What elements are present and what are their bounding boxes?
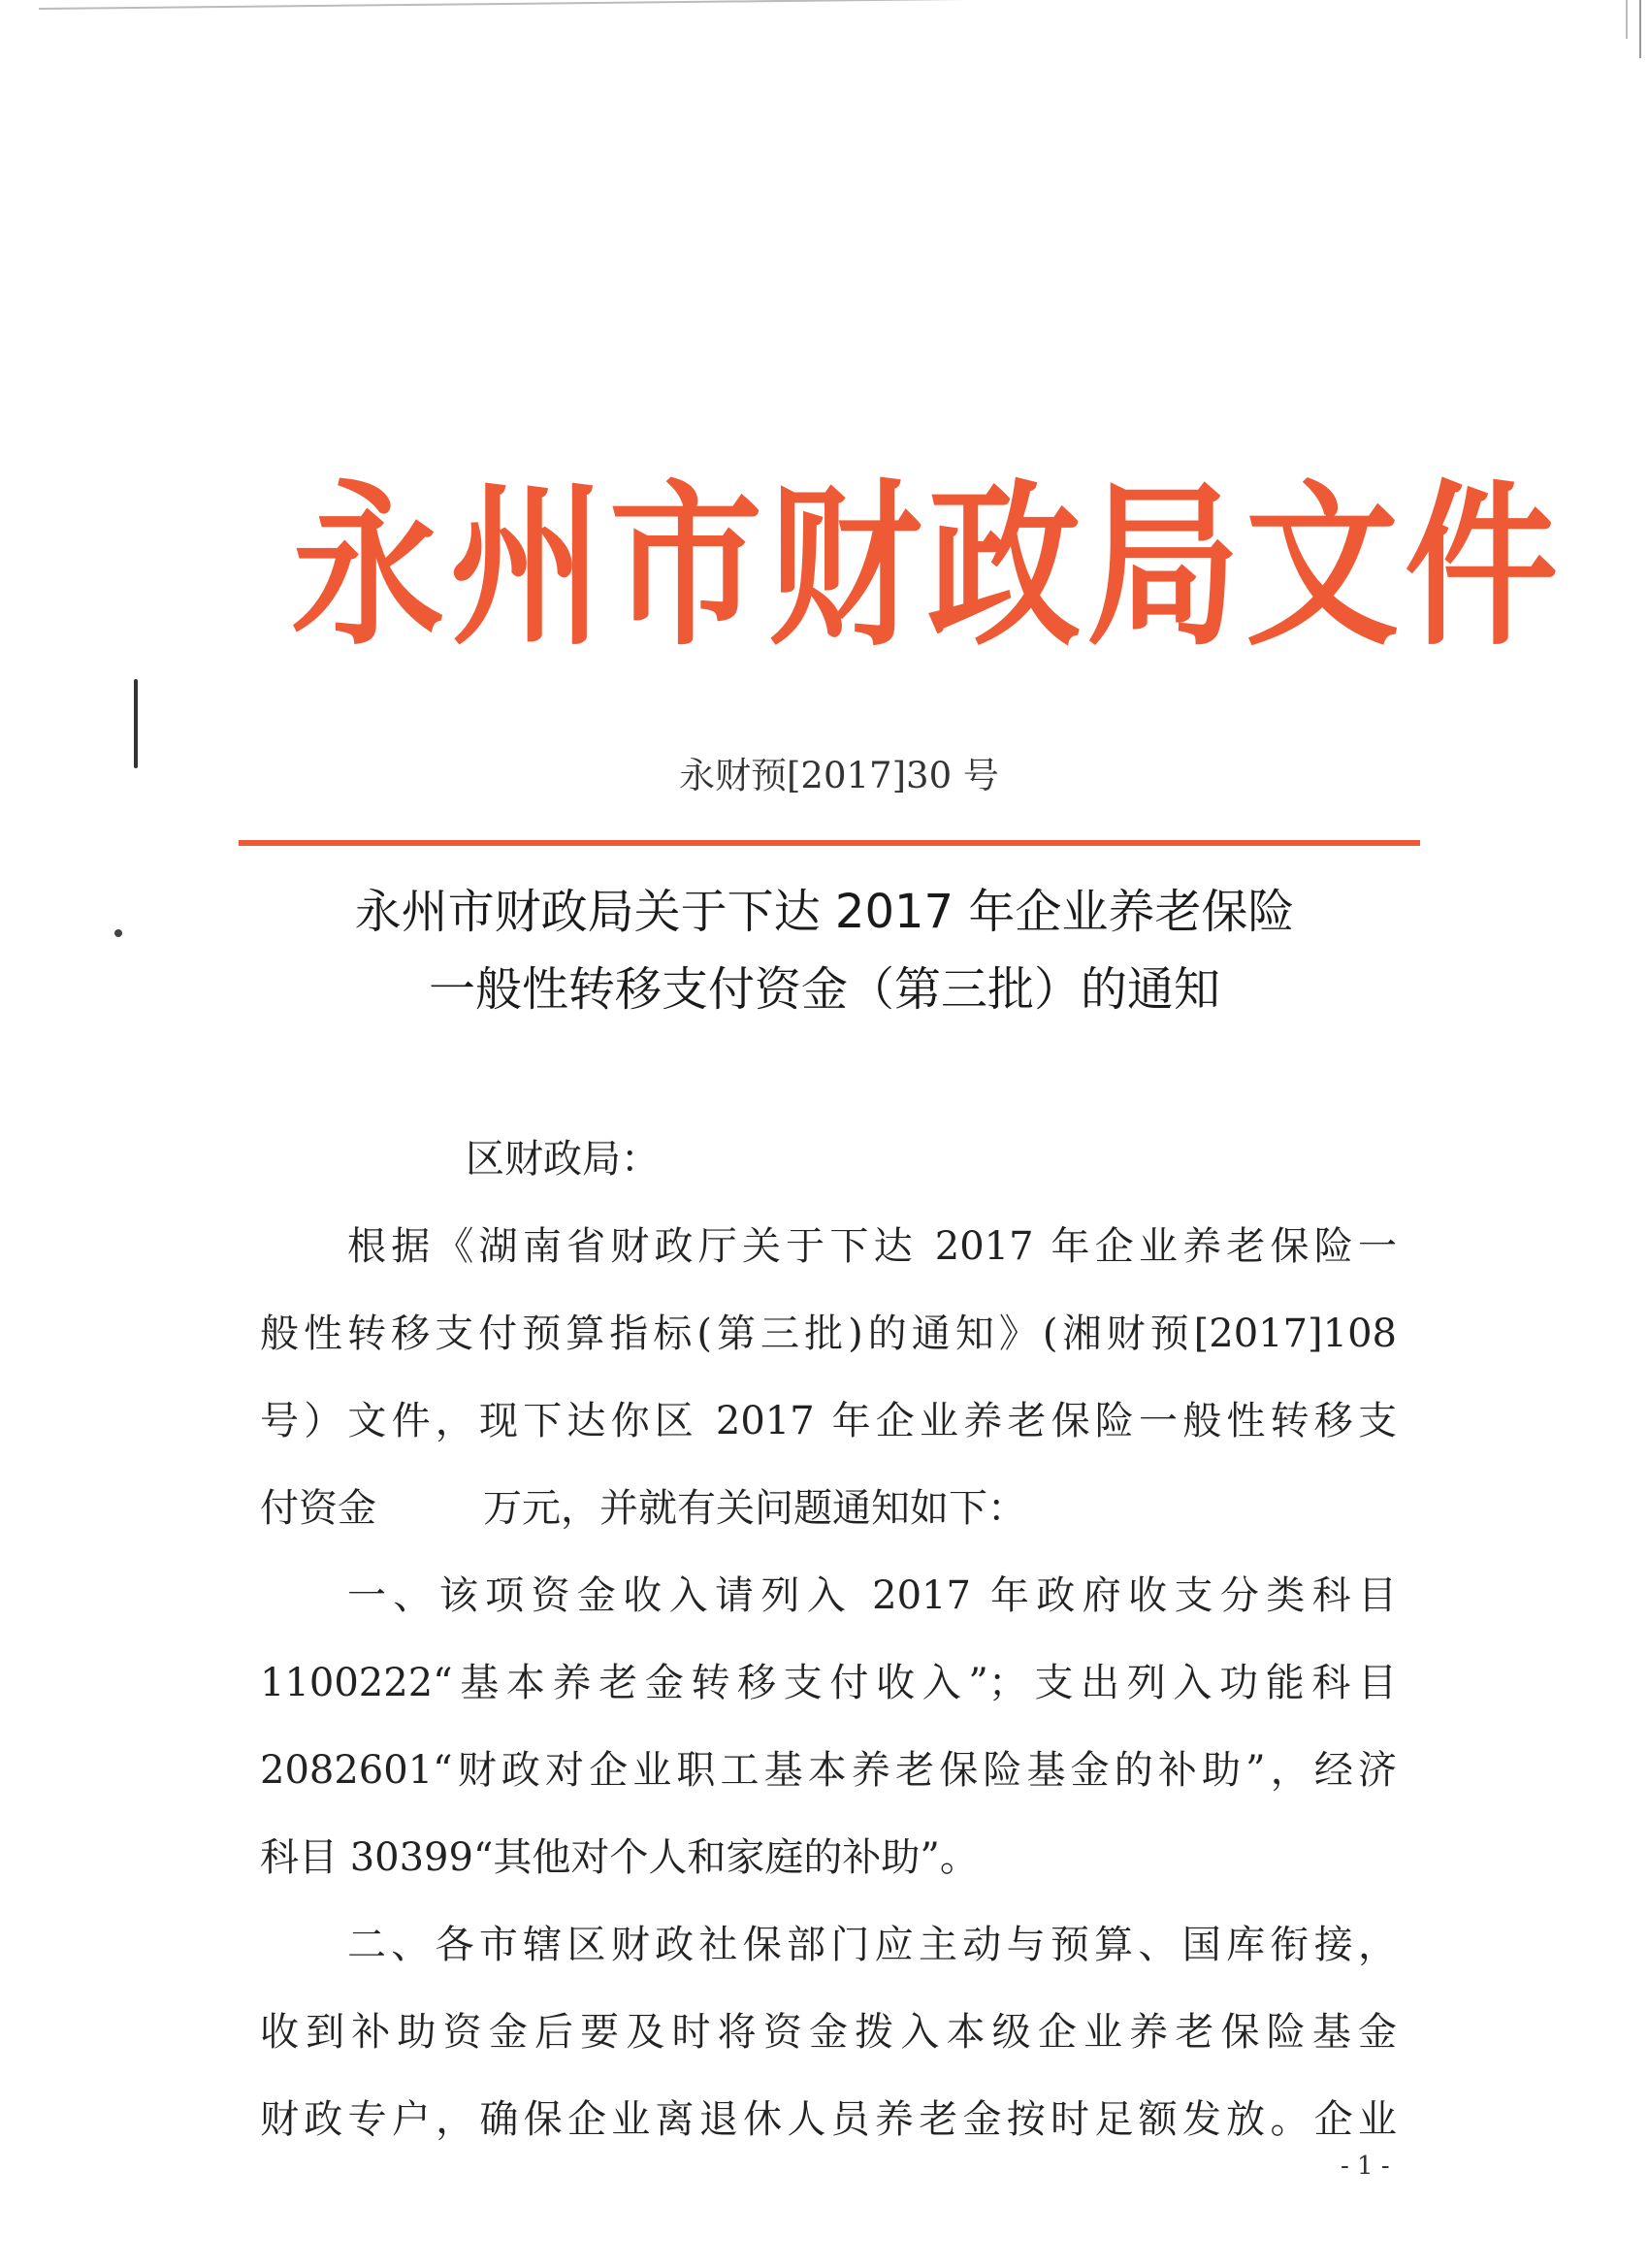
amount-label: 付资金 [260, 1486, 376, 1531]
paragraph-1-line: 号）文件，现下达你区 2017 年企业养老保险一般性转移支 [260, 1399, 1397, 1443]
paragraph-3-line: 收到补助资金后要及时将资金拨入本级企业养老保险基金 [260, 2010, 1397, 2055]
paragraph-1-last-line [260, 1465, 1397, 1552]
page-number: - 1 - [1341, 2152, 1390, 2181]
scan-edge-right-inner [1626, 0, 1628, 39]
paragraph-3-line: 二、各市辖区财政社保部门应主动与预算、国库衔接， [347, 1923, 1397, 1967]
paragraph-2-line: 科目 30399“其他对个人和家庭的补助”。 [260, 1835, 979, 1880]
paragraph-1-line: 般性转移支付预算指标(第三批)的通知》(湘财预[2017]108 [260, 1312, 1397, 1356]
document-header-title: 永州市财政局文件 [291, 464, 1564, 670]
paragraph-2-line: 2082601“财政对企业职工基本养老保险基金的补助”，经济 [260, 1748, 1397, 1793]
scan-edge-right [1639, 0, 1641, 58]
salutation: 区财政局： [466, 1137, 660, 1182]
amount-suffix: 万元，并就有关问题通知如下： [483, 1486, 1026, 1531]
notice-title-line-2: 一般性转移支付资金（第三批）的通知 [428, 962, 1220, 1017]
binding-mark [134, 679, 138, 768]
notice-title [242, 873, 1406, 1028]
document-number: 永财预[2017]30 号 [679, 755, 999, 796]
notice-title-line-1: 永州市财政局关于下达 2017 年企业养老保险 [354, 885, 1295, 939]
red-divider-rule [239, 840, 1420, 846]
paragraph-2-line: 1100222“基本养老金转移支付收入”；支出列入功能科目 [260, 1661, 1397, 1705]
paragraph-1-line: 根据《湖南省财政厅关于下达 2017 年企业养老保险一 [347, 1224, 1397, 1269]
paragraph-2-line: 一、该项资金收入请列入 2017 年政府收支分类科目 [347, 1573, 1397, 1618]
document-body [260, 1116, 1397, 2163]
paragraph-3-line: 财政专户，确保企业离退休人员养老金按时足额发放。企业 [260, 2097, 1397, 2142]
scan-edge-top [39, 0, 1649, 10]
scan-speck [114, 929, 122, 937]
